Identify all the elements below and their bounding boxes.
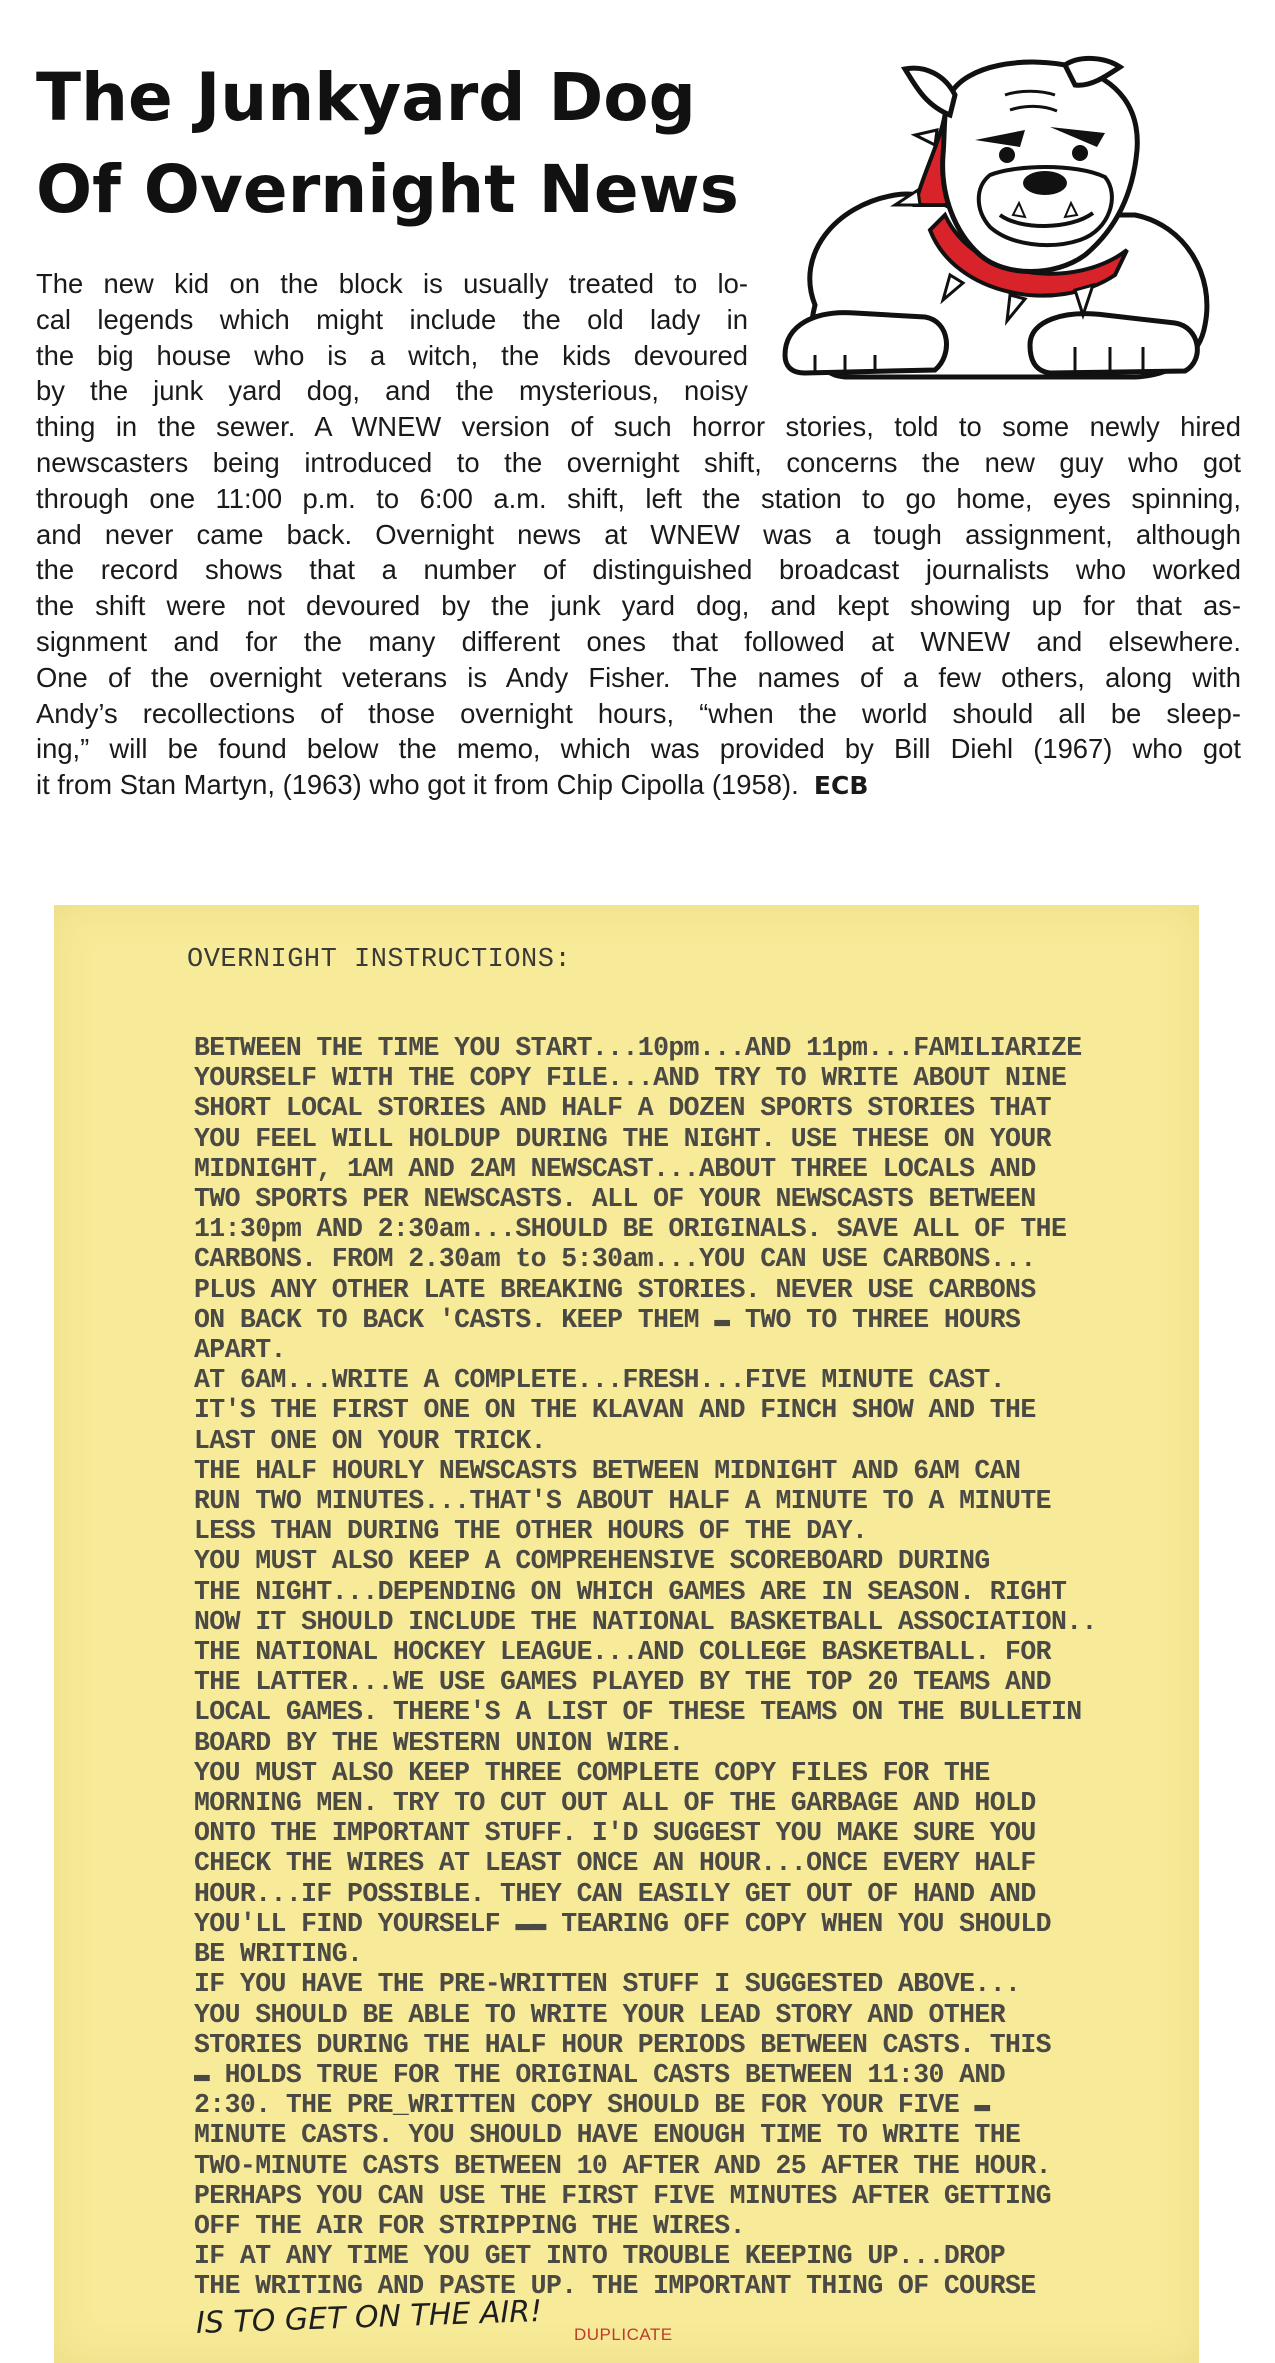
memo-line: YOU FEEL WILL HOLDUP DURING THE NIGHT. USE THESE ON YOUR: [194, 1123, 1051, 1154]
title-line-1: The Junkyard Dog: [36, 59, 696, 136]
memo-line: THE NIGHT...DEPENDING ON WHICH GAMES ARE IN SEASON. RIGHT: [194, 1576, 1067, 1607]
intro-line: The new kid on the block is usually treated to lo-: [36, 268, 748, 299]
intro-line: through one 11:00 p.m. to 6:00 a.m. shift, left the station to go home, eyes spinning,: [36, 482, 1241, 514]
memo-line: PERHAPS YOU CAN USE THE FIRST FIVE MINUTES AFTER GETTING: [194, 2180, 1051, 2211]
article-title: [36, 52, 756, 236]
memo-line: IT'S THE FIRST ONE ON THE KLAVAN AND FINCH SHOW AND THE: [194, 1395, 1036, 1426]
memo-line: THE LATTER...WE USE GAMES PLAYED BY THE TOP 20 TEAMS AND: [194, 1667, 1051, 1698]
memo-line: TWO SPORTS PER NEWSCASTS. ALL OF YOUR NEWSCASTS BETWEEN: [194, 1184, 1036, 1215]
memo-line: OFF THE AIR FOR STRIPPING THE WIRES.: [194, 2210, 745, 2241]
intro-line: signment and for the many different ones that followed at WNEW and elsewhere.: [36, 625, 1241, 657]
memo-line: YOURSELF WITH THE COPY FILE...AND TRY TO WRITE ABOUT NINE: [194, 1063, 1067, 1094]
intro-line: One of the overnight veterans is Andy Fisher. The names of a few others, along with: [36, 661, 1241, 693]
intro-line: Andy’s recollections of those overnight hours, “when the world should all be sleep-: [36, 697, 1241, 729]
memo-body: [194, 1033, 1199, 2302]
memo-line: BOARD BY THE WESTERN UNION WIRE.: [194, 1727, 684, 1758]
intro-line: by the junk yard dog, and the mysterious, noisy: [36, 375, 748, 407]
memo-line: CARBONS. FROM 2.30am to 5:30am...YOU CAN USE CARBONS...: [194, 1244, 1036, 1275]
memo-line: YOU MUST ALSO KEEP A COMPREHENSIVE SCOREBOARD DURING: [194, 1546, 990, 1577]
memo-line: THE NATIONAL HOCKEY LEAGUE...AND COLLEGE BASKETBALL. FOR: [194, 1637, 1051, 1668]
memo-line: CHECK THE WIRES AT LEAST ONCE AN HOUR...ONCE EVERY HALF: [194, 1848, 1036, 1879]
memo-heading: OVERNIGHT INSTRUCTIONS:: [187, 945, 572, 975]
memo-line: PLUS ANY OTHER LATE BREAKING STORIES. NEVER USE CARBONS: [194, 1274, 1036, 1305]
memo-line: RUN TWO MINUTES...THAT'S ABOUT HALF A MINUTE TO A MINUTE: [194, 1486, 1051, 1517]
memo-line: BETWEEN THE TIME YOU START...10pm...AND 11pm...FAMILIARIZE: [194, 1033, 1082, 1063]
memo-line: MORNING MEN. TRY TO CUT OUT ALL OF THE GARBAGE AND HOLD: [194, 1788, 1036, 1819]
intro-line: the big house who is a witch, the kids devoured: [36, 339, 748, 371]
memo-line: NOW IT SHOULD INCLUDE THE NATIONAL BASKETBALL ASSOCIATION..: [194, 1606, 1097, 1637]
memo-line: 11:30pm AND 2:30am...SHOULD BE ORIGINALS. SAVE ALL OF THE: [194, 1214, 1067, 1245]
duplicate-stamp: DUPLICATE: [574, 2325, 673, 2344]
memo-line: MINUTE CASTS. YOU SHOULD HAVE ENOUGH TIME TO WRITE THE: [194, 2120, 1021, 2151]
memo-line: APART.: [194, 1335, 286, 1366]
memo-line: IF AT ANY TIME YOU GET INTO TROUBLE KEEPING UP...DROP: [194, 2241, 1006, 2272]
intro-line: the record shows that a number of distinguished broadcast journalists who worked: [36, 554, 1241, 586]
author-signature: ECB: [813, 771, 869, 801]
memo-line: THE WRITING AND PASTE UP. THE IMPORTANT THING OF COURSE: [194, 2271, 1036, 2302]
memo-line: LAST ONE ON YOUR TRICK.: [194, 1425, 546, 1456]
intro-last-line: [36, 767, 1241, 804]
overnight-memo-scan: [54, 905, 1199, 2363]
intro-line: ing,” will be found below the memo, which was provided by Bill Diehl (1967) who got: [36, 733, 1241, 765]
memo-line: TWO-MINUTE CASTS BETWEEN 10 AFTER AND 25 AFTER THE HOUR.: [194, 2150, 1051, 2181]
intro-paragraph: [36, 266, 1241, 804]
memo-line: IF YOU HAVE THE PRE-WRITTEN STUFF I SUGGESTED ABOVE...: [194, 1969, 1021, 2000]
memo-line: YOU'LL FIND YOURSELF ▬▬ TEARING OFF COPY WHEN YOU SHOULD: [194, 1908, 1051, 1939]
memo-line: SHORT LOCAL STORIES AND HALF A DOZEN SPORTS STORIES THAT: [194, 1093, 1051, 1124]
memo-line: MIDNIGHT, 1AM AND 2AM NEWSCAST...ABOUT THREE LOCALS AND: [194, 1153, 1036, 1184]
memo-line: YOU SHOULD BE ABLE TO WRITE YOUR LEAD STORY AND OTHER: [194, 1999, 1006, 2030]
memo-line: ONTO THE IMPORTANT STUFF. I'D SUGGEST YOU MAKE SURE YOU: [194, 1818, 1036, 1849]
memo-line: LESS THAN DURING THE OTHER HOURS OF THE DAY.: [194, 1516, 868, 1547]
memo-line: THE HALF HOURLY NEWSCASTS BETWEEN MIDNIGHT AND 6AM CAN: [194, 1455, 1021, 1486]
intro-line: thing in the sewer. A WNEW version of such horror stories, told to some newly hired: [36, 411, 1241, 443]
memo-line: AT 6AM...WRITE A COMPLETE...FRESH...FIVE MINUTE CAST.: [194, 1365, 1006, 1396]
memo-line: STORIES DURING THE HALF HOUR PERIODS BETWEEN CASTS. THIS: [194, 2029, 1051, 2060]
intro-line: it from Stan Martyn, (1963) who got it from Chip Cipolla (1958).: [36, 769, 799, 801]
memo-line: 2:30. THE PRE_WRITTEN COPY SHOULD BE FOR YOUR FIVE ▬: [194, 2090, 990, 2121]
intro-line: cal legends which might include the old lady in: [36, 303, 748, 335]
intro-line: and never came back. Overnight news at WNEW was a tough assignment, although: [36, 518, 1241, 550]
memo-line: YOU MUST ALSO KEEP THREE COMPLETE COPY FILES FOR THE: [194, 1757, 990, 1788]
intro-line: the shift were not devoured by the junk yard dog, and kept showing up for that as-: [36, 590, 1241, 622]
memo-line: ▬ HOLDS TRUE FOR THE ORIGINAL CASTS BETWEEN 11:30 AND: [194, 2059, 1006, 2090]
intro-line: newscasters being introduced to the overnight shift, concerns the new guy who got: [36, 446, 1241, 478]
memo-line: BE WRITING.: [194, 1939, 363, 1970]
handwritten-note: IS TO GET ON THE AIR!: [195, 2293, 543, 2342]
memo-line: LOCAL GAMES. THERE'S A LIST OF THESE TEAMS ON THE BULLETIN: [194, 1697, 1082, 1728]
title-line-2: Of Overnight News: [36, 151, 739, 228]
memo-line: ON BACK TO BACK 'CASTS. KEEP THEM ▬ TWO TO THREE HOURS: [194, 1304, 1021, 1335]
memo-line: HOUR...IF POSSIBLE. THEY CAN EASILY GET OUT OF HAND AND: [194, 1878, 1036, 1909]
